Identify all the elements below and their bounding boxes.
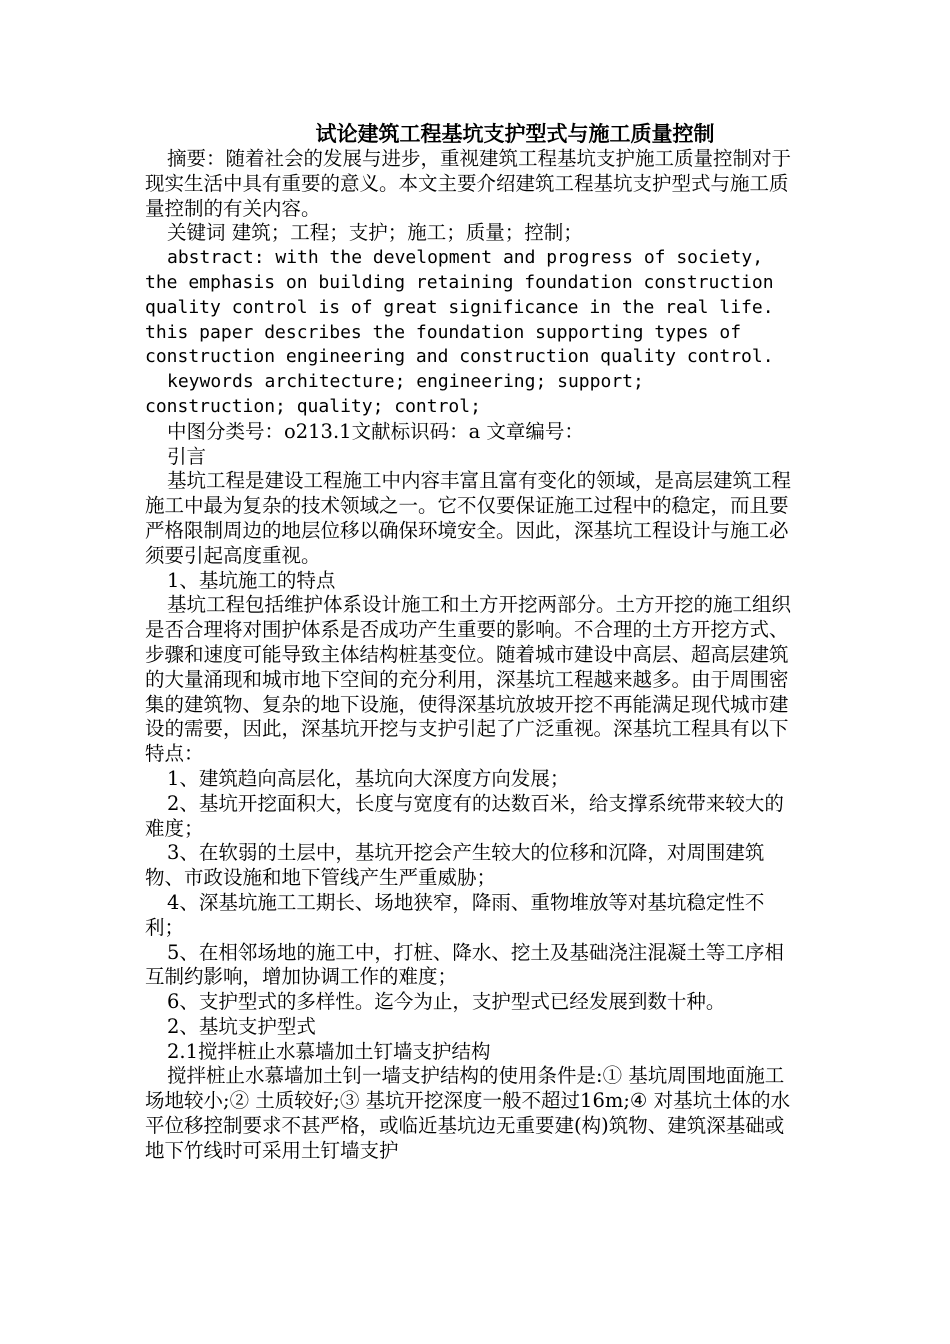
paragraph: 1、建筑趋向高层化，基坑向大深度方向发展； <box>167 766 570 790</box>
paragraph: abstract: with the development and progress of society, the emphasis on building retaining foundation construction quality control is of great significance in the real life. this paper describes the foundation supporting types of construction engineering and construction quality control. <box>145 247 774 368</box>
paragraph: 引言 <box>167 444 207 468</box>
paragraph: 5、在相邻场地的施工中，打桩、降水、挖土及基础浇注混凝土等工序相互制约影响，增加协调工作的难度； <box>145 940 784 989</box>
paragraph: 6、支护型式的多样性。迄今为止，支护型式已经发展到数十种。 <box>167 990 726 1014</box>
paragraph: 摘要：随着社会的发展与进步，重视建筑工程基坑支护施工质量控制对于现实生活中具有重要的意义。本文主要介绍建筑工程基坑支护型式与施工质量控制的有关内容。 <box>145 147 792 220</box>
document-title: 试论建筑工程基坑支护型式与施工质量控制 <box>315 121 715 146</box>
paragraph: 关键词 建筑；工程；支护；施工；质量；控制； <box>167 221 583 245</box>
paragraph: 2、基坑开挖面积大，长度与宽度有的达数百米，给支撑系统带来较大的难度； <box>145 791 784 840</box>
paragraph: 基坑工程是建设工程施工中内容丰富且富有变化的领域，是高层建筑工程施工中最为复杂的技术领域之一。它不仅要保证施工过程中的稳定，而且要严格限制周边的地层位移以确保环境安全。因此，深基坑工程设计与施工必须要引起高度重视。 <box>145 469 792 567</box>
paragraph: 2、基坑支护型式 <box>167 1014 316 1038</box>
paragraph: 1、基坑施工的特点 <box>167 568 336 592</box>
paragraph: 基坑工程包括维护体系设计施工和土方开挖两部分。土方开挖的施工组织是否合理将对围护体系是否成功产生重要的影响。不合理的土方开挖方式、步骤和速度可能导致主体结构桩基变位。随着城市建设中高层、超高层建筑的大量涌现和城市地下空间的充分利用，深基坑工程越来越多。由于周围密集的建筑物、复杂的地下设施，使得深基坑放坡开挖不再能满足现代城市建设的需要，因此，深基坑开挖与支护引起了广泛重视。深基坑工程具有以下特点： <box>145 593 792 766</box>
paragraph: 搅拌桩止水慕墙加土钊一墙支护结构的使用条件是:① 基坑周围地面施工场地较小;② 土质较好;③ 基坑开挖深度一般不超过16m;④ 对基坑土体的水平位移控制要求不甚严格，或临近基坑边无重要建(构)筑物、建筑深基础或地下竹线时可采用土钉墙支护 <box>145 1064 791 1162</box>
paragraph: keywords architecture; engineering; support; construction; quality; control; <box>145 371 644 417</box>
paragraph: 4、深基坑施工工期长、场地狭窄，降雨、重物堆放等对基坑稳定性不利； <box>145 890 765 939</box>
document-body <box>145 147 795 1164</box>
document-page <box>145 121 795 1164</box>
paragraph: 中图分类号：o213.1文献标识码：a 文章编号： <box>167 419 584 443</box>
paragraph: 2.1搅拌桩止水慕墙加土钉墙支护结构 <box>167 1039 491 1063</box>
paragraph: 3、在软弱的土层中，基坑开挖会产生较大的位移和沉降，对周围建筑物、市政设施和地下管线产生严重威胁； <box>145 841 765 890</box>
